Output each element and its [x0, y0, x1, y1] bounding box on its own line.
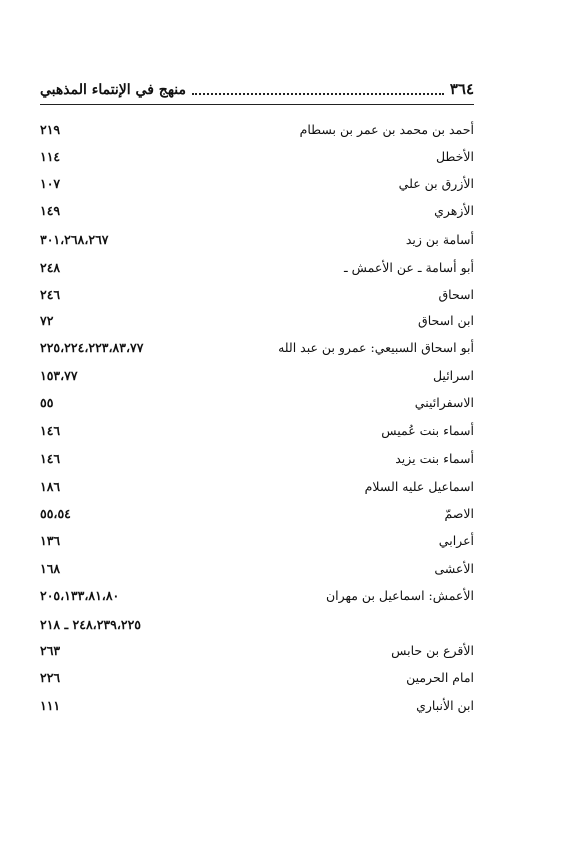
- entry-name: أحمد بن محمد بن عمر بن بسطام: [299, 122, 474, 137]
- entry-pages: ١٤٩: [40, 203, 61, 218]
- index-entry: [40, 368, 474, 394]
- entry-pages: ٥٥: [40, 395, 54, 410]
- entry-name: ابن اسحاق: [418, 313, 474, 328]
- index-entry: [40, 698, 474, 724]
- entry-pages: ٢٤٦: [40, 287, 61, 302]
- entry-pages: ٢٠٥،١٣٣،٨١،٨٠: [40, 588, 120, 603]
- index-entry: [40, 232, 474, 258]
- entry-name: الأعشى: [434, 561, 474, 576]
- entry-name: أبو اسحاق السبيعي: عمرو بن عبد الله: [278, 340, 474, 355]
- entry-pages: ٧٢: [40, 313, 54, 328]
- entry-pages: ٢٤٨،٢٣٩،٢٢٥ ـ ٢١٨: [40, 617, 142, 632]
- entry-name: الأعمش: اسماعيل بن مهران: [325, 588, 474, 603]
- entry-pages: ٢٢٦: [40, 670, 61, 685]
- entry-name: أبو أسامة ـ عن الأعمش ـ: [344, 260, 474, 275]
- entry-name: الاسفرائيني: [414, 395, 474, 410]
- entry-name: الأزهري: [434, 203, 474, 218]
- index-entry: [40, 313, 474, 339]
- index-entry: [40, 588, 474, 614]
- entry-name: اسرائيل: [432, 368, 474, 383]
- entry-name: أسماء بنت يزيد: [395, 451, 474, 466]
- index-entry: [40, 395, 474, 421]
- index-entry: [40, 643, 474, 669]
- entry-pages: ١٥٣،٧٧: [40, 368, 78, 383]
- entry-name: أسامة بن زيد: [405, 232, 474, 247]
- index-entry: [40, 670, 474, 696]
- index-entry: [40, 340, 474, 366]
- index-entry: [40, 260, 474, 286]
- entry-pages: ٢٤٨: [40, 260, 61, 275]
- entry-pages: ١٨٦: [40, 479, 61, 494]
- index-entry: [40, 451, 474, 477]
- index-entry: [40, 176, 474, 202]
- index-entry: [40, 149, 474, 175]
- entry-pages: ١٤٦: [40, 423, 61, 438]
- entry-name: أسماء بنت عُميس: [381, 423, 474, 438]
- entry-name: اسماعيل عليه السلام: [364, 479, 474, 494]
- entry-pages: ٢٢٥،٢٢٤،٢٢٣،٨٣،٧٧: [40, 340, 144, 355]
- entry-pages: ١٦٨: [40, 561, 61, 576]
- entry-pages: ٢٦٣: [40, 643, 61, 658]
- entry-name: الاصمّ: [444, 506, 474, 521]
- index-entry: [40, 479, 474, 505]
- entry-pages: ٢١٩: [40, 122, 61, 137]
- entry-name: الأقرع بن حابس: [391, 643, 474, 658]
- entry-name: أعرابي: [438, 533, 474, 548]
- index-entry: [40, 506, 474, 532]
- index-entry: [40, 561, 474, 587]
- entry-pages: ١٤٦: [40, 451, 61, 466]
- entry-pages: ١٠٧: [40, 176, 61, 191]
- index-entry-continuation: [40, 617, 474, 643]
- index-entry: [40, 287, 474, 313]
- entry-pages: ٣٠١،٢٦٨،٢٦٧: [40, 232, 109, 247]
- entry-name: الأخطل: [435, 149, 474, 164]
- entry-name: الأزرق بن علي: [398, 176, 474, 191]
- book-title: منهج في الإنتماء المذهبي: [40, 82, 187, 98]
- page-number: ٣٦٤: [449, 80, 474, 98]
- entry-name: ابن الأنباري: [416, 698, 474, 713]
- entry-pages: ٥٥،٥٤: [40, 506, 71, 521]
- index-entry: [40, 533, 474, 559]
- entry-name: اسحاق: [438, 287, 474, 302]
- entry-pages: ١١٤: [40, 149, 61, 164]
- index-entry: [40, 423, 474, 449]
- index-entry: [40, 122, 474, 148]
- index-entry: [40, 203, 474, 229]
- index-list: [40, 0, 474, 847]
- entry-pages: ١١١: [40, 698, 61, 713]
- entry-pages: ١٣٦: [40, 533, 61, 548]
- entry-name: امام الحرمين: [406, 670, 474, 685]
